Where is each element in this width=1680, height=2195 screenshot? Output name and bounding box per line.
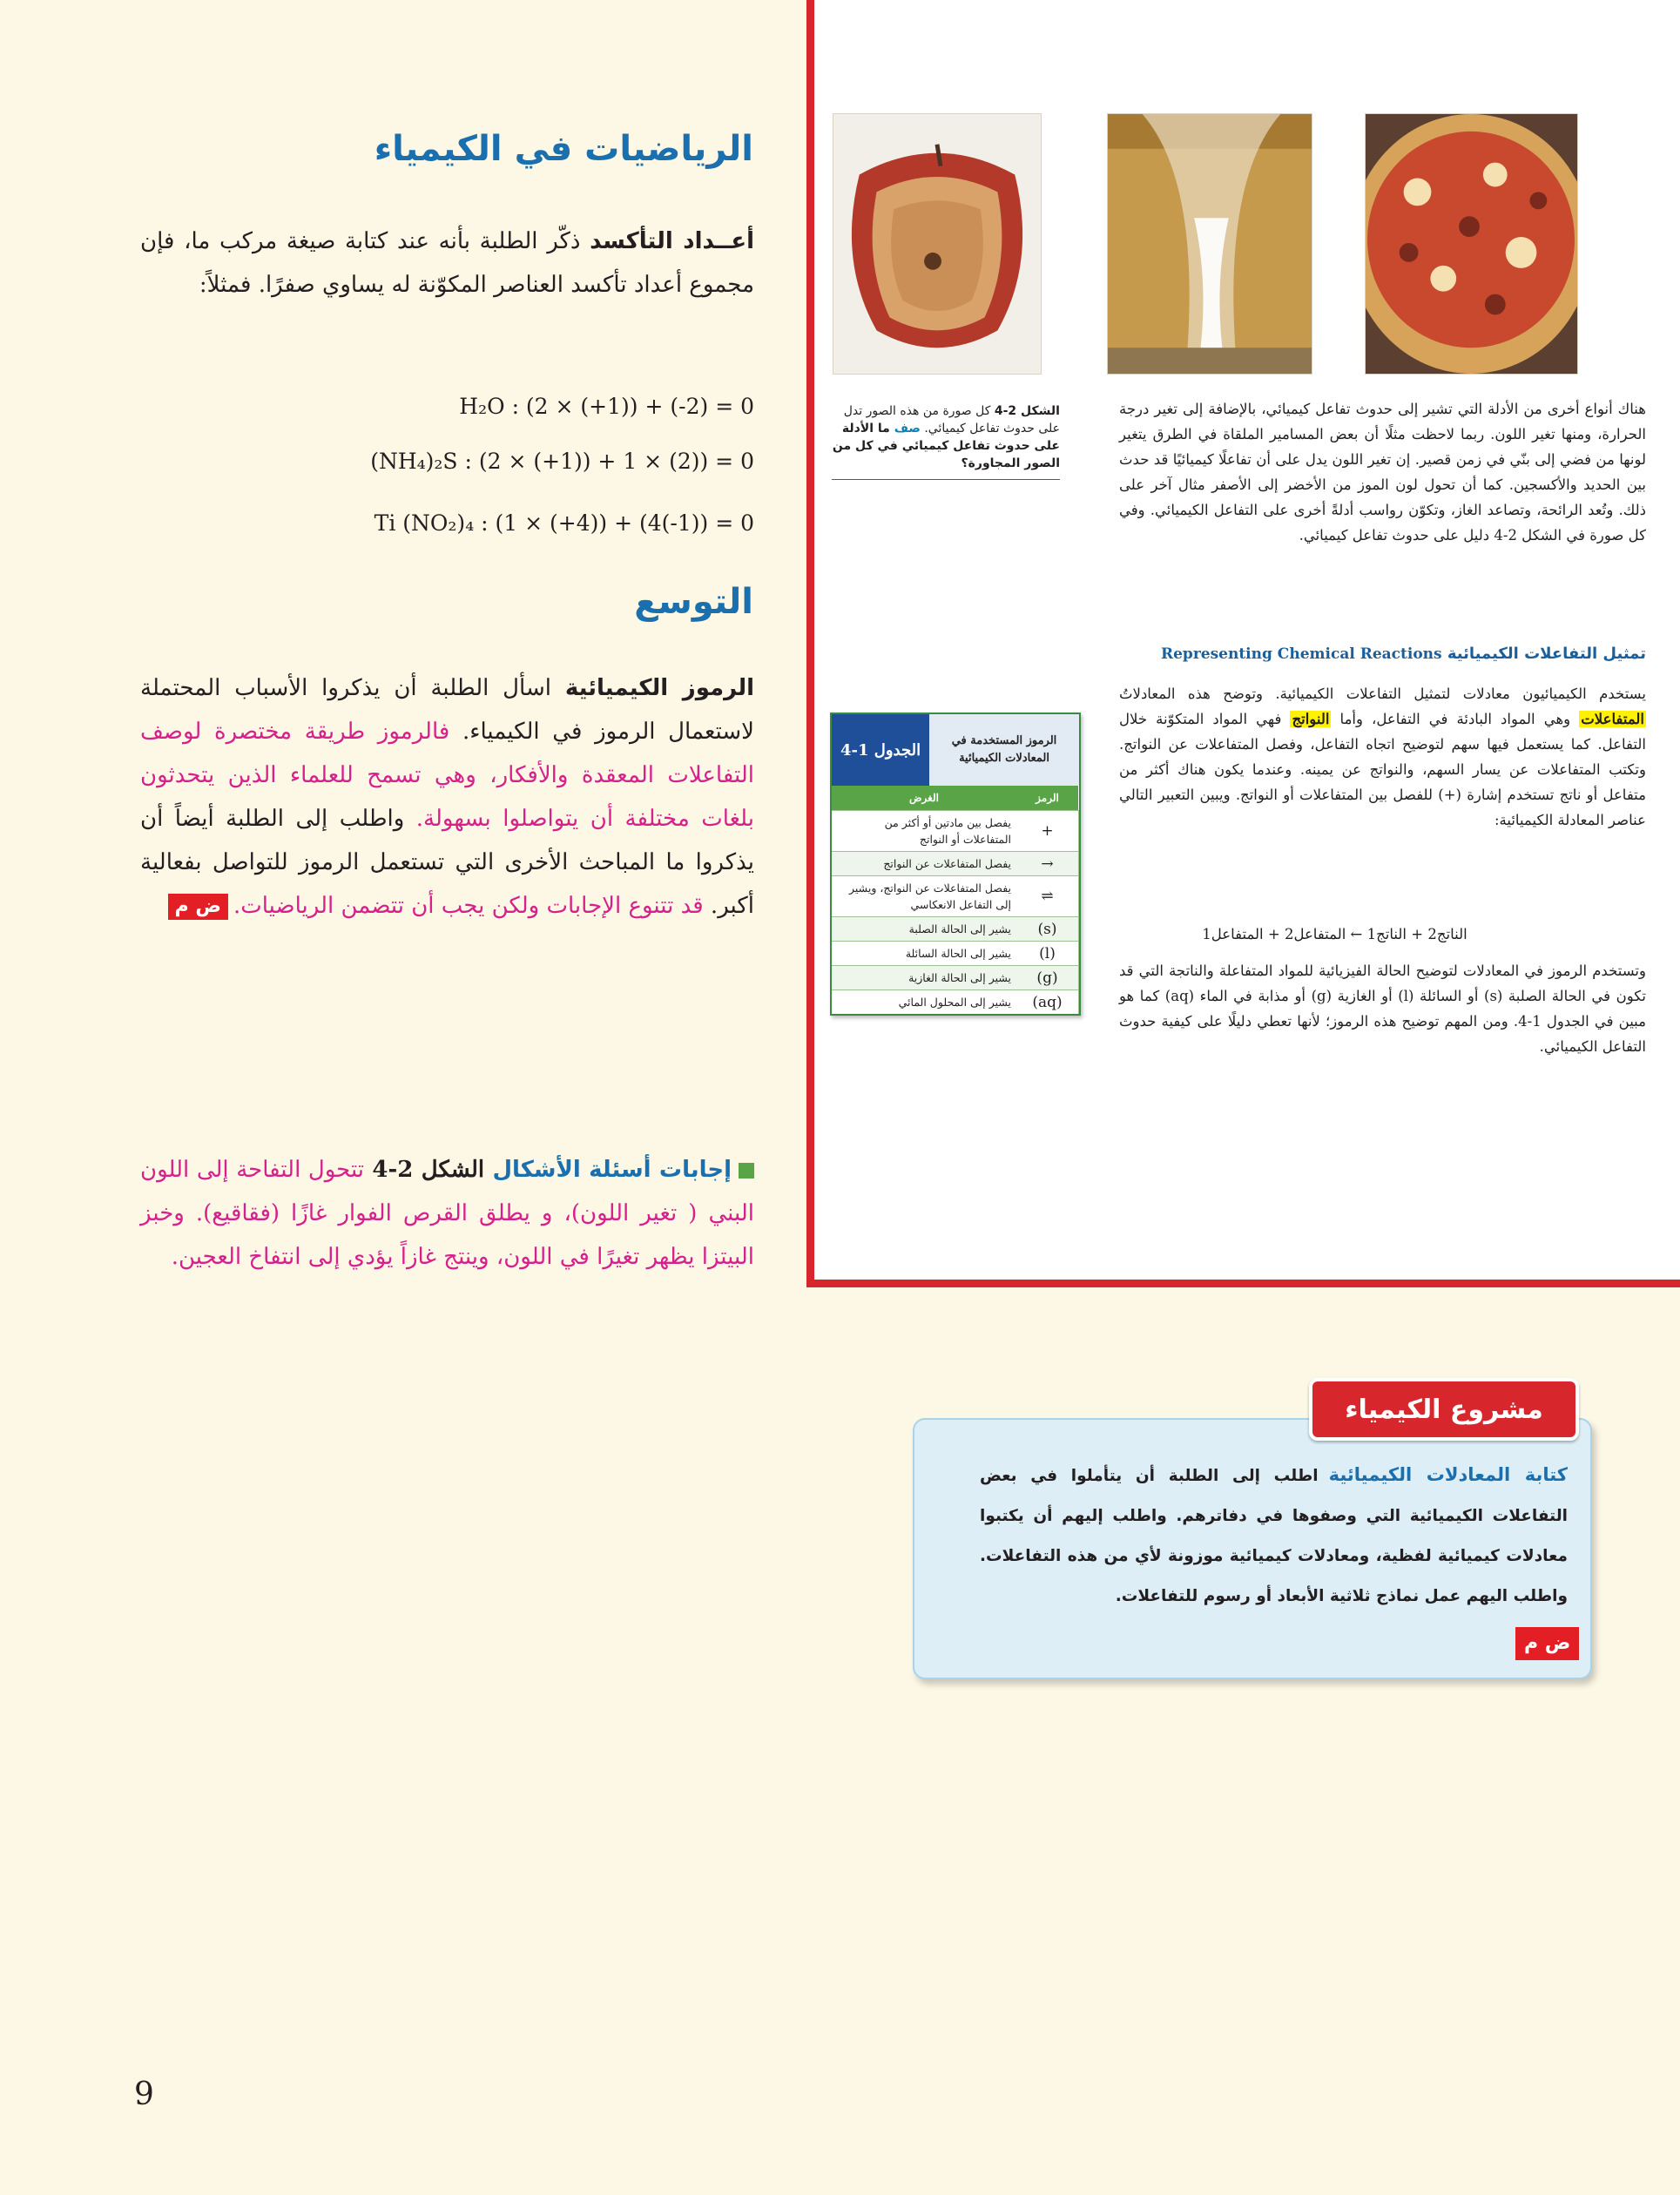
figure-caption-text: كل صورة من هذه الصور تدل على حدوث تفاعل كيميائي. — [843, 404, 1060, 436]
section-heading — [1119, 645, 1646, 663]
project-tab: مشروع الكيمياء — [1309, 1378, 1579, 1441]
word-equation: الناتج2 + الناتج1 ← المتفاعل2 + المتفاعل1 — [1202, 926, 1467, 942]
figure-caption — [832, 402, 1060, 480]
table-cell-symbol: (l) — [1016, 942, 1079, 965]
table-cell-meaning: يفصل المتفاعلات عن النواتج — [883, 857, 1011, 870]
figure-label: الشكل 2-4 — [994, 404, 1060, 418]
equations-text-b: وهي المواد البادئة في التفاعل، وأما — [1331, 711, 1580, 727]
equations-text-a: يستخدم الكيميائيون معادلات لتمثيل التفاعلات الكيميائية. وتوضح هذه المعادلاتُ — [1119, 686, 1646, 702]
equations-text-c: فهي المواد المتكوّنة خلال التفاعل. كما يستعمل فيها سهم لتوضيح اتجاه التفاعل، وفصل المتفاعلات عن النواتج. وتكتب المتفاعلات عن يسار السهم، والنواتج عن يمينه. وعندما يكون هناك أكثر من متفاعل أو ناتج تستخدم إشارة (+) للفصل بين المتفاعلات أو النواتج. ويبين التعبير التالي عناصر المعادلة الكيميائية: — [1119, 711, 1646, 828]
green-square-icon — [739, 1163, 754, 1179]
table-cell-meaning: يشير إلى الحالة الصلبة — [908, 922, 1011, 935]
oxidation-term: أعــداد التأكسد — [590, 228, 754, 254]
figure-describe: صف — [894, 422, 921, 436]
table-cell-symbol: (s) — [1016, 917, 1079, 941]
math-heading: الرياضيات في الكيمياء — [374, 129, 753, 169]
table-cell-meaning: يفصل المتفاعلات عن النواتج، ويشير إلى التفاعل الانعكاسي — [849, 881, 1011, 911]
extension-answer-2: قد تتنوع الإجابات ولكن يجب أن تتضمن الرياضيات. — [233, 893, 704, 919]
oxidation-equation-1: H₂O : (2 × (+1)) + (-2) = 0 — [459, 394, 754, 419]
extension-text-1: اسأل الطلبة أن يذكروا الأسباب المحتملة لاستعمال الرموز في الكيمياء. — [140, 675, 754, 745]
project-badge: ض م — [1515, 1627, 1579, 1660]
extension-heading: التوسع — [634, 582, 753, 622]
project-body: اطلب إلى الطلبة أن يتأملوا في بعض التفاعلات الكيميائية التي وصفوها في دفاترهم. واطلب إليهم أن يكتبوا معادلات كيميائية لفظية، ومعادلات كيميائية موزونة لأي من هذه التفاعلات. واطلب اليهم عمل نماذج ثلاثية الأبعاد أو رسوم للتفاعلات. — [980, 1467, 1568, 1605]
section-heading-ar: تمثيل التفاعلات الكيميائية — [1447, 645, 1646, 663]
table-cell-meaning: يشير إلى الحالة السائلة — [905, 947, 1011, 960]
table-row — [832, 941, 1079, 965]
table-body — [832, 810, 1079, 1014]
oxidation-paragraph — [140, 220, 754, 307]
products-highlight: النواتج — [1292, 711, 1330, 727]
table-row — [832, 965, 1079, 989]
rotten-apple-photo — [833, 113, 1042, 375]
table-cell-meaning: يفصل بين مادتين أو أكثر من المتفاعلات أو النواتج — [884, 816, 1011, 846]
table-column-headers — [832, 786, 1079, 810]
table-number: الجدول 1-4 — [832, 714, 929, 786]
section-heading-en: Representing Chemical Reactions — [1160, 645, 1442, 663]
table-cell-symbol: ⇌ — [1016, 876, 1079, 916]
column-symbol: الرمز — [1016, 786, 1079, 810]
table-cell-meaning: يشير إلى المحلول المائي — [898, 996, 1011, 1009]
answers-figure-label: الشكل 2-4 — [364, 1157, 493, 1183]
fizzing-tablet-photo — [1107, 113, 1312, 375]
table-cell-symbol: → — [1016, 852, 1079, 875]
oxidation-text: ذكّر الطلبة بأنه عند كتابة صيغة مركب ما، فإن مجموع أعداد تأكسد العناصر المكوّنة له يساوي صفرًا. فمثلاً: — [140, 228, 754, 298]
table-row — [832, 989, 1079, 1014]
figure-question: ما الأدلة على حدوث تفاعل كيميائي في كل من الصور المجاورة؟ — [832, 422, 1060, 470]
reactants-highlight: المتفاعلات — [1581, 711, 1644, 727]
answers-term: إجابات أسئلة الأشكال — [492, 1157, 732, 1183]
answers-text: تتحول التفاحة إلى اللون البني ( تغير اللون)، و يطلق القرص الفوار غازًا (فقاقيع). وخبز البيتزا يظهر تغيرًا في اللون، وينتج غازاً يؤدي إلى انتفاخ العجين. — [140, 1157, 754, 1270]
oxidation-equation-3: Ti (NO₂)₄ : (1 × (+4)) + (4(-1)) = 0 — [374, 510, 754, 536]
table-row — [832, 916, 1079, 941]
symbols-table — [830, 713, 1081, 1016]
extension-text-2: واطلب إلى الطلبة أيضاً أن يذكروا ما المباحث الأخرى التي تستعمل الرموز للتواصل بفعالية أكبر. — [140, 806, 754, 919]
table-row — [832, 875, 1079, 916]
table-row — [832, 810, 1079, 851]
table-header — [832, 714, 1079, 786]
table-cell-symbol: + — [1016, 811, 1079, 851]
differentiation-badge: ض م — [168, 894, 228, 920]
symbols-term: الرموز الكيميائية — [564, 675, 754, 701]
table-cell-symbol: (g) — [1016, 966, 1079, 989]
table-title: الرموز المستخدمة في المعادلات الكيميائية — [929, 714, 1079, 786]
states-paragraph: وتستخدم الرموز في المعادلات لتوضيح الحالة الفيزيائية للمواد المتفاعلة والناتجة التي قد تكون في الحالة الصلبة (s) أو السائلة (l) أو الغازية (g) أو مذابة في الماء (aq) كما هو مبين في الجدول 1-4. ومن المهم توضيح هذه الرموز؛ لأنها تعطي دليلًا على كيفية حدوث التفاعل الكيميائي. — [1119, 962, 1646, 1055]
extension-paragraph — [140, 666, 754, 928]
table-cell-meaning: يشير إلى الحالة الغازية — [908, 971, 1011, 984]
page-number: 9 — [134, 2077, 154, 2112]
column-meaning: الغرض — [909, 792, 939, 804]
extension-answer-1: فالرموز طريقة مختصرة لوصف التفاعلات المعقدة والأفكار، وهي تسمح للعلماء الذين يتحدثون بلغات مختلفة أن يتواصلوا بسهولة. — [140, 719, 754, 832]
table-row — [832, 851, 1079, 875]
figure-answers — [140, 1148, 754, 1279]
pizza-photo — [1365, 113, 1578, 375]
oxidation-equation-2: (NH₄)₂S : (2 × (+1)) + 1 × (2)) = 0 — [370, 449, 754, 474]
project-text — [980, 1455, 1568, 1617]
project-term: كتابة المعادلات الكيميائية — [1328, 1464, 1568, 1485]
table-cell-symbol: (aq) — [1016, 990, 1079, 1014]
equations-paragraph — [1119, 681, 1646, 833]
evidence-paragraph: هناك أنواع أخرى من الأدلة التي تشير إلى حدوث تفاعل كيميائي، بالإضافة إلى تغير درجة الحرارة، ومنها تغير اللون. ربما لاحظت مثلًا أن بعض المسامير الملقاة في الطرق يتغير لونها من فضي إلى بنّي في زمن قصير. إن تغير اللون يدل على أن تفاعلًا كيميائيًا قد حدث بين الحديد والأكسجين. كما أن تحول لون الموز من الأخضر إلى الأصفر مثال آخر على ذلك. وتُعد الرائحة، وتصاعد الغاز، وتكوّن رواسب أدلةً أخرى على التفاعل الكيميائي. وفي كل صورة في الشكل 2-4 دليل على حدوث تفاعل كيميائي. — [1119, 401, 1646, 544]
